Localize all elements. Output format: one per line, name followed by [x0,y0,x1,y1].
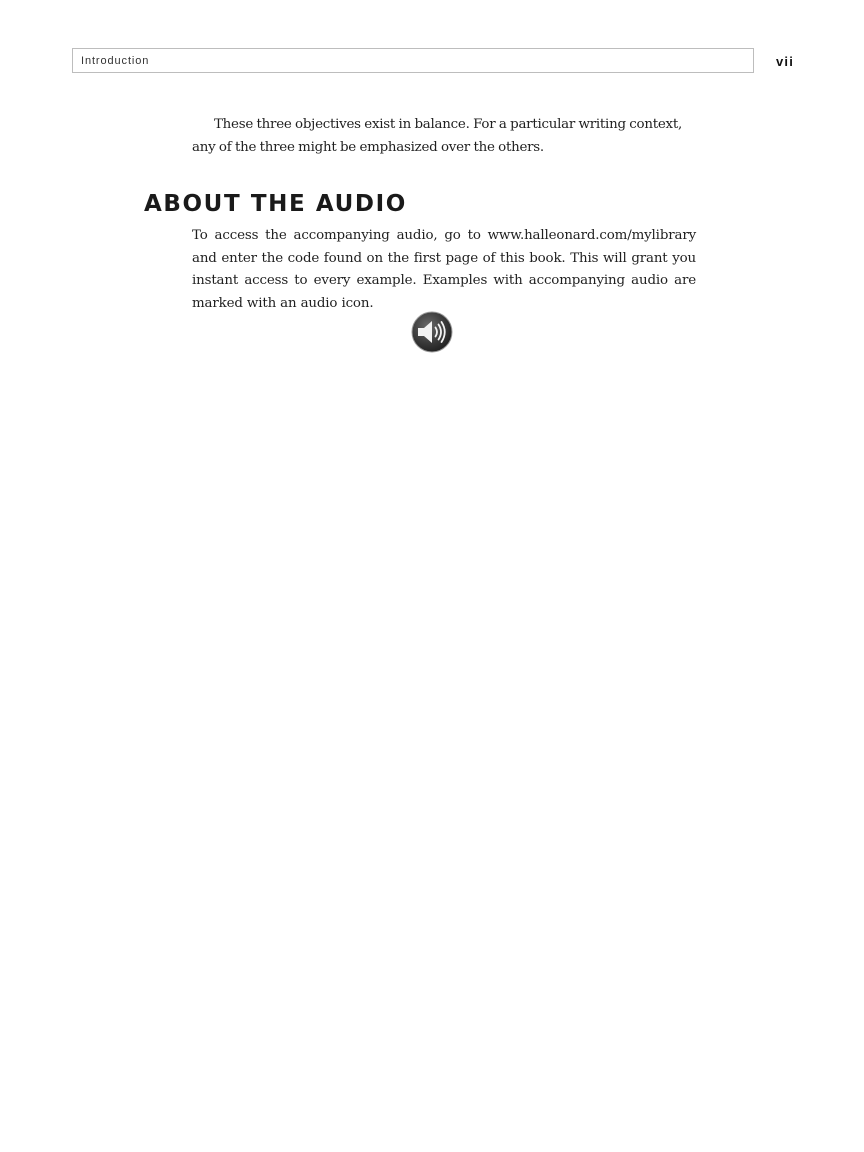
body-paragraph-audio: To access the accompanying audio, go to www.halleonard.com/mylibrary and enter the code found on the first page of this book. This will grant you instant access to every example. Examples with accompanying audio are marked with an audio icon. [192,228,696,311]
section-heading: ABOUT THE AUDIO [144,191,407,217]
page-number: vii [776,54,795,69]
speaker-audio-icon [411,311,453,353]
body-paragraph-objectives: These three objectives exist in balance. For a particular writing context, any of the three might be emphasized over the others. [192,117,682,155]
header-section-title: Introduction [81,55,150,67]
running-header [72,48,754,73]
